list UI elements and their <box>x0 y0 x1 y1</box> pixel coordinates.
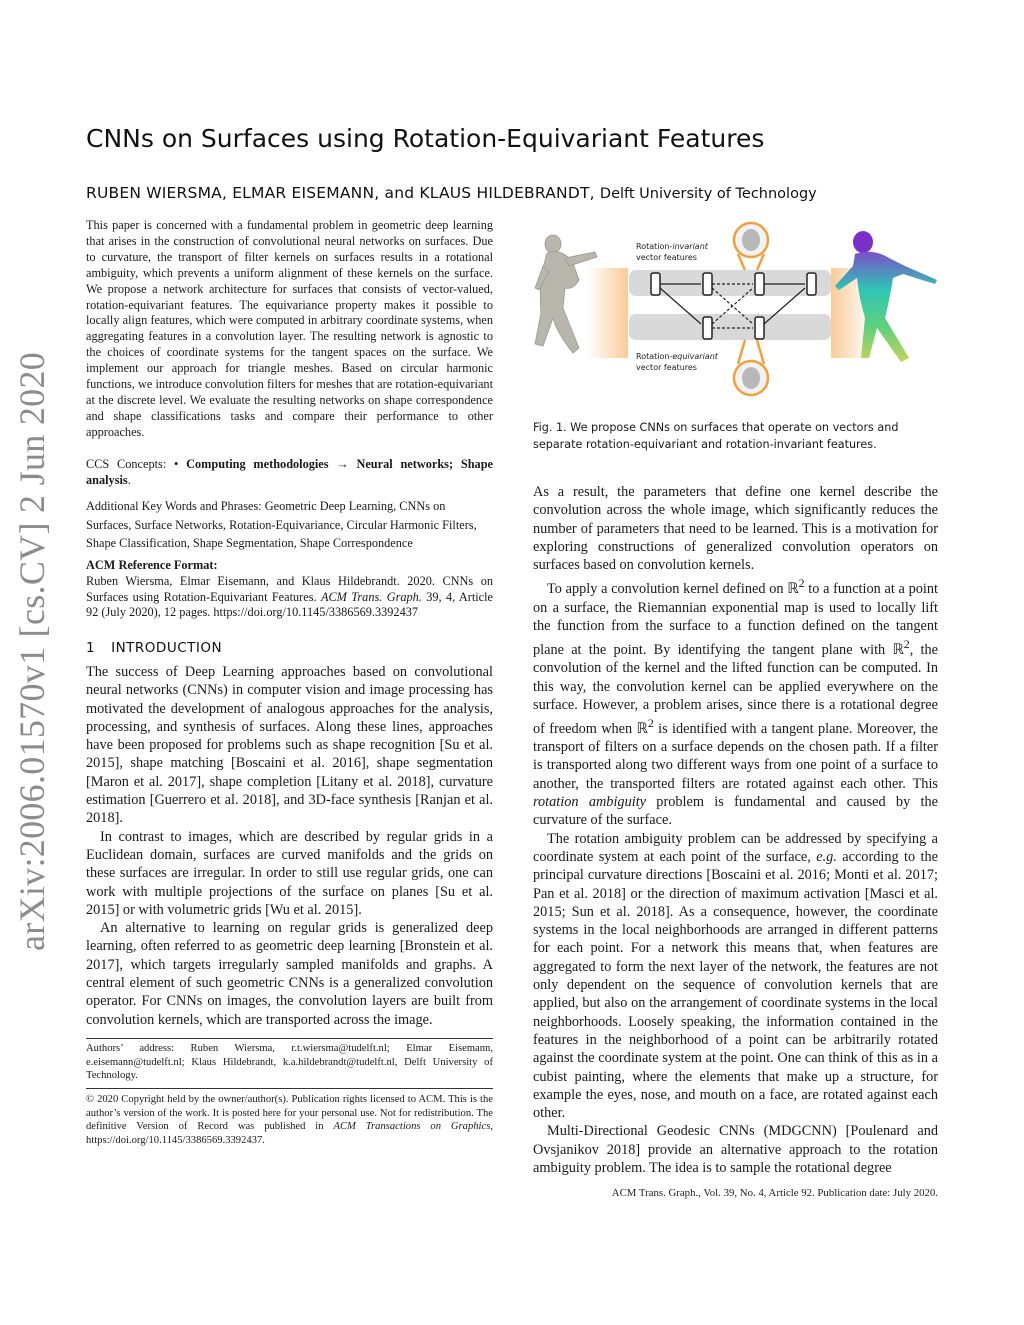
paragraph: The success of Deep Learning approaches based on convolutional neural networks (CNNs) in computer vision and image processing has motivated the development of analogous approaches for the analysis, processing, and synthesis of surfaces. Along these lines, approaches have been proposed for problems such as shape recognition [Su et al. 2015], shape matching [Boscaini et al. 2016], shape segmentation [Maron et al. 2017], shape completion [Litany et al. 2018], curvature estimation [Guerrero et al. 2018], and 3D-face synthesis [Ranjan et al. 2018]. <box>86 664 493 827</box>
equivariant-label-2: vector features <box>636 363 697 372</box>
equivariant-channel <box>629 314 831 340</box>
figure-1 <box>533 218 940 418</box>
paragraph: To apply a convolution kernel defined on ℝ$^2$ to a function at a point on a surface, the Riemannian exponential map is used to locally lift the function from the surface to a function defined on the tangent plane at the point. By identifying the tangent plane with ℝ$^2$, the convolution of the kernel and the lifted function can be computed. In this way, the convolution kernel can be applied everywhere on the surface. However, a problem arises, since there is a rotational degree of freedom when ℝ$^2$ is identified with a tangent plane. Moreover, the transport of filters on a surface depends on the chosen path. If a filter is transported along two different ways from one point of a surface to another, the transported filters are rotated against each other. This rotation ambiguity problem is fundamental and caused by the curvature of the surface. <box>533 576 939 829</box>
authors-address-text: Authors’ address: Ruben Wiersma, r.t.wiersma@tudelft.nl; Elmar Eisemann, e.eisemann@tudelft.nl; Klaus Hildebrandt, k.a.hildebrandt@tudelft.nl, Delft University of Technology. <box>86 1043 493 1082</box>
author-affiliation: Delft University of Technology <box>599 186 817 202</box>
author-names: RUBEN WIERSMA, ELMAR EISEMANN, and KLAUS HILDEBRANDT, <box>86 184 595 202</box>
page-footer: ACM Trans. Graph., Vol. 39, No. 4, Article 92. Publication date: July 2020. <box>611 1187 938 1199</box>
keywords-text: Additional Key Words and Phrases: Geometric Deep Learning, CNNs on Surfaces, Surface Networks, Rotation-Equivariance, Circular Harmonic Filters, Shape Classification, Shape Segmentation, Shape Correspondence <box>86 499 477 551</box>
paper-title: CNNs on Surfaces using Rotation-Equivariant Features <box>86 124 765 153</box>
copyright-divider <box>86 1088 493 1089</box>
keywords <box>86 497 493 553</box>
math-r2: ℝ$^2$ <box>787 576 805 598</box>
copyright-doi: , https://doi.org/10.1145/3386569.3392437. <box>86 1121 493 1146</box>
paragraph: An alternative to learning on regular grids is generalized deep learning, often referred to as geometric deep learning [Bronstein et al. 2017], which targets irregularly sampled manifolds and graphs. A central element of such geometric CNNs is a generalized convolution operator. For CNNs on images, the convolution layers are built from convolution kernels, which are transported across the image. <box>86 920 493 1028</box>
math-r2: ℝ$^2$ <box>892 637 910 658</box>
author-line <box>86 184 817 202</box>
section-title: INTRODUCTION <box>111 640 223 656</box>
figure-1-caption <box>533 420 938 453</box>
ccs-end: . <box>127 473 131 487</box>
arxiv-stamp: arXiv:2006.01570v1 [cs.CV] 2 Jun 2020 <box>12 351 52 951</box>
right-column-body <box>533 483 938 1177</box>
caption-text: Fig. 1. We propose CNNs on surfaces that operate on vectors and separate rotation-equivariant and rotation-invariant features. <box>533 421 899 451</box>
glow-left <box>588 268 628 358</box>
paragraph: The rotation ambiguity problem can be addressed by specifying a coordinate system at each point of the surface, e.g. according to the principal curvature directions [Boscaini et al. 2016; Monti et al. 2017; Pan et al. 2018] or the direction of maximum activation [Masci et al. 2015; Sun et al. 2018]. As a consequence, however, the coordinate systems in the local neighborhoods are arranged in different patterns for each point. For a network this means that, when features are aggregated to form the next layer of the network, the features are not only dependent on the sequence of convolution kernels that are applied, but also on the arrangement of coordinate systems in the local neighborhoods. Loosely speaking, the information contained in the features in the neighborhood of a point can be arbitrarily rotated against the coordinate system at the point. One can think of this as in a cubist painting, where the elements that make up a structure, for example the eyes, nose, and mouth on a face, are rotated against each other. <box>533 830 938 1122</box>
invariant-label: Rotation-invariant <box>636 242 708 251</box>
acm-reference-heading: ACM Reference Format: <box>86 558 218 572</box>
footnote-divider <box>86 1038 493 1039</box>
paragraph: Multi-Directional Geodesic CNNs (MDGCNN) [Poulenard and Ovsjanikov 2018] provide an alternative approach to the rotation ambiguity problem. The idea is to sample the rotational degree <box>533 1123 938 1176</box>
section-number: 1 <box>86 640 96 656</box>
acm-reference-text: Ruben Wiersma, Elmar Eisemann, and Klaus Hildebrandt. 2020. CNNs on Surfaces using Rotation-Equivariant Features. <box>86 573 493 604</box>
equivariant-label: Rotation-equivariant <box>636 352 718 361</box>
invariant-label-2: vector features <box>636 253 697 262</box>
math-r2: ℝ$^2$ <box>636 716 654 737</box>
acm-reference-journal: ACM Trans. Graph. <box>320 589 422 604</box>
abstract <box>86 218 493 441</box>
emphasis: rotation ambiguity <box>533 794 647 811</box>
copyright-text: © 2020 Copyright held by the owner/author(s). Publication rights licensed to ACM. This is the author’s version of the work. It is posted here for your personal use. Not for redistribution. The definitive Version of Record was published in <box>86 1094 493 1133</box>
introduction-body <box>86 663 493 1029</box>
abstract-text: This paper is concerned with a fundamental problem in geometric deep learning that arises in the construction of convolutional neural networks on surfaces. Due to curvature, the transport of filter kernels on surfaces results in a rotational ambiguity, which prevents a uniform alignment of these kernels on the surface. We propose a network architecture for surfaces that consists of vector-valued, rotation-equivariant features. The equivariance property makes it possible to locally align features, which were computed in arbitrary coordinate systems, when aggregating features in a convolution layer. The resulting network is agnostic to the choices of coordinate systems for the tangent spaces on the surface. We implement our approach for triangle meshes. Based on circular harmonic functions, we introduce convolution filters for meshes that are rotation-equivariant at the discrete level. We evaluate the resulting networks on shape correspondence and shape classifications tasks and compare their performance to other approaches. <box>86 218 493 439</box>
copyright-journal: ACM Transactions on Graphics <box>333 1121 491 1133</box>
ccs-label: CCS Concepts: • <box>86 457 179 471</box>
paragraph: In contrast to images, which are described by regular grids in a Euclidean domain, surfaces are curved manifolds and the grids on these surfaces are irregular. In order to still use regular grids, one can work with multiple projections of the surface on planes [Su et al. 2015] or with volumetric grids [Wu et al. 2015]. <box>86 828 493 918</box>
figure-1-illustration <box>533 218 940 418</box>
section-heading-introduction <box>86 640 222 656</box>
input-mesh-figure <box>535 235 597 353</box>
ccs-concepts <box>86 456 493 488</box>
copyright-notice <box>86 1093 493 1147</box>
paragraph: As a result, the parameters that define one kernel describe the convolution across the whole image, which significantly reduces the number of parameters that need to be learned. This is a motivation for exploring constructions of generalized convolution operators on surfaces based on convolution kernels. <box>533 484 938 574</box>
authors-address <box>86 1042 493 1083</box>
acm-reference <box>86 558 493 621</box>
acm-reference-details: 39, 4, Article 92 (July 2020), 12 pages. https://doi.org/10.1145/3386569.3392437 <box>86 589 493 620</box>
ccs-list: Computing methodologies → Neural networks; Shape analysis <box>86 457 493 487</box>
emphasis: e.g. <box>816 848 837 865</box>
